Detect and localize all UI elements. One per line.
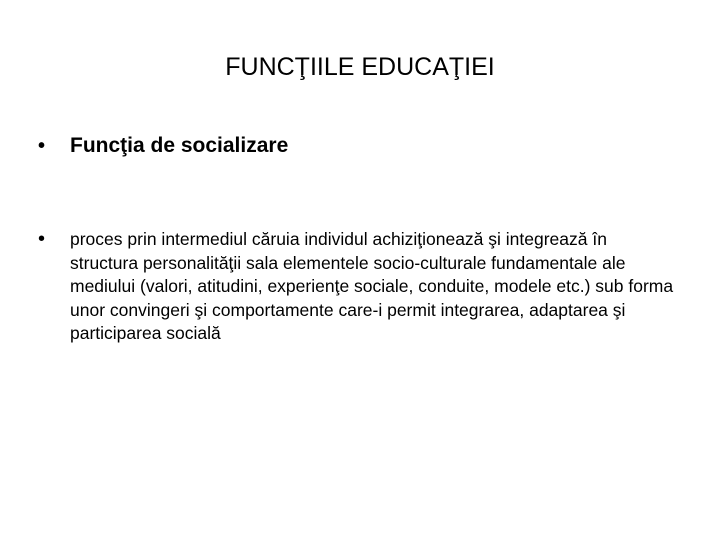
bullet-marker: • (38, 135, 46, 157)
bullet-heading-text: Funcţia de socializare (70, 134, 289, 157)
slide-title: FUNCŢIILE EDUCAŢIEI (225, 53, 495, 81)
bullet-marker: • (38, 228, 46, 250)
bullet-item-socialization-function (38, 132, 678, 160)
bullet-definition-text: proces prin intermediul căruia individul achiziţionează şi integrează în structura personalităţii sala elementele socio-culturale fundamentale ale mediului (valori, atitudini, experienţe sociale, conduite, modele etc.) sub forma unor convingeri şi comportamente care-i permit integrarea, adaptarea şi participarea socială (70, 229, 674, 343)
bullet-item-definition (38, 228, 678, 346)
